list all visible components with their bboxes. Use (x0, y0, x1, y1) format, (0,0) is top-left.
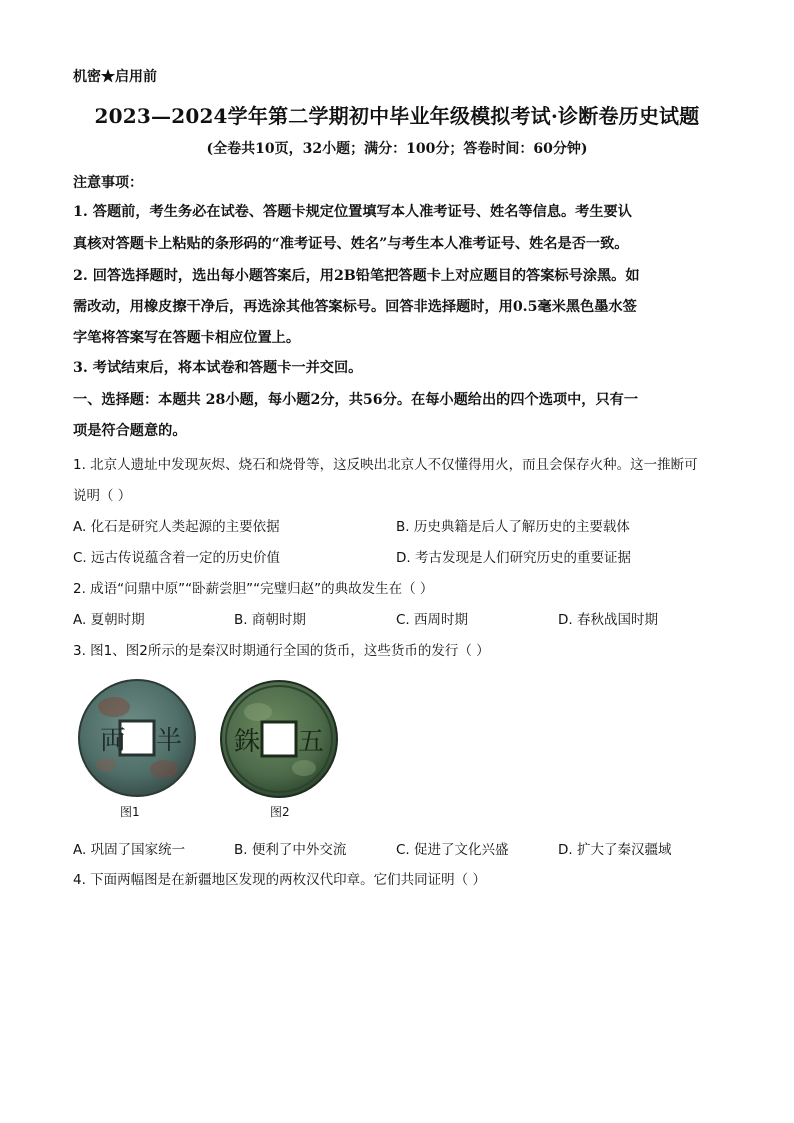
figure-1-caption: 图1 (120, 805, 140, 819)
section-1-line-2: 项是符合题意的。 (73, 423, 187, 439)
figure-2-caption: 图2 (270, 805, 290, 819)
q2-option-a: A. 夏朝时期 (73, 612, 145, 628)
coin-figure-1 (76, 677, 198, 799)
notes-heading: 注意事项： (73, 175, 143, 191)
section-1-line-1: 一、选择题：本题共 28小题，每小题2分，共56分。在每小题给出的四个选项中，只有一 (73, 392, 639, 408)
q2-option-d: D. 春秋战国时期 (558, 612, 658, 628)
note-1-line-1: 1. 答题前，考生务必在试卷、答题卡规定位置填写本人准考证号、姓名等信息。考生要认 (73, 204, 632, 220)
q2-option-b: B. 商朝时期 (234, 612, 306, 628)
note-2-line-1: 2. 回答选择题时，选出每小题答案后，用2B铅笔把答题卡上对应题目的答案标号涂黑。如 (73, 268, 640, 284)
q3-option-d: D. 扩大了秦汉疆域 (558, 842, 672, 858)
q3-option-a: A. 巩固了国家统一 (73, 842, 186, 858)
note-2-line-3: 字笔将答案写在答题卡相应位置上。 (73, 330, 301, 346)
q2-stem: 2. 成语“问鼎中原”“卧薪尝胆”“完璧归赵”的典故发生在（ ） (73, 581, 434, 597)
q3-stem: 3. 图1、图2所示的是秦汉时期通行全国的货币，这些货币的发行（ ） (73, 643, 490, 659)
q1-stem-line-1: 1. 北京人遗址中发现灰烬、烧石和烧骨等，这反映出北京人不仅懂得用火，而且会保存火种。这一推断可 (73, 457, 698, 473)
q3-option-b: B. 便利了中外交流 (234, 842, 347, 858)
note-1-line-2: 真核对答题卡上粘贴的条形码的“准考证号、姓名”与考生本人准考证号、姓名是否一致。 (73, 236, 629, 252)
q1-option-b: B. 历史典籍是后人了解历史的主要载体 (396, 519, 630, 535)
note-2-line-2: 需改动，用橡皮擦干净后，再选涂其他答案标号。回答非选择题时，用0.5毫米黑色墨水签 (73, 299, 637, 315)
coin-2-right-char: 五 (298, 727, 325, 757)
q1-option-a: A. 化石是研究人类起源的主要依据 (73, 519, 280, 535)
exam-subtitle: (全卷共10页，32小题；满分：100分；答卷时间：60分钟) (206, 141, 588, 157)
note-3: 3. 考试结束后，将本试卷和答题卡一并交回。 (73, 360, 363, 376)
exam-title: 2023—2024学年第二学期初中毕业年级模拟考试·诊断卷历史试题 (94, 104, 700, 128)
q3-option-c: C. 促进了文化兴盛 (396, 842, 509, 858)
q1-option-d: D. 考古发现是人们研究历史的重要证据 (396, 550, 631, 566)
confidential-mark: 机密★启用前 (73, 69, 157, 85)
coin-1-left-char: 両 (100, 726, 127, 756)
q1-option-c: C. 远古传说蕴含着一定的历史价值 (73, 550, 281, 566)
coin-figure-2 (218, 678, 340, 800)
coin-2-left-char: 銖 (234, 727, 261, 757)
q4-stem: 4. 下面两幅图是在新疆地区发现的两枚汉代印章。它们共同证明（ ） (73, 872, 486, 888)
q1-stem-line-2: 说明（ ） (73, 488, 132, 504)
coin-1-right-char: 半 (156, 726, 183, 756)
q2-option-c: C. 西周时期 (396, 612, 469, 628)
